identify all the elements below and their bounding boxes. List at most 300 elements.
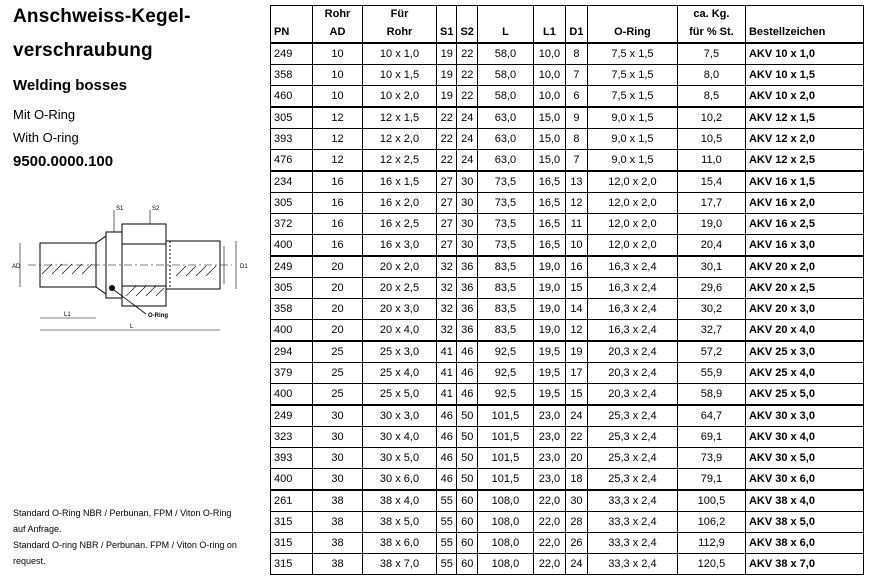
cell-l1: 19,5	[533, 363, 565, 384]
cell-bestellzeichen: AKV 10 x 1,0	[745, 43, 863, 65]
cell-l: 101,5	[477, 448, 533, 469]
header-ad: AD	[313, 22, 363, 43]
cell-kg: 10,2	[677, 107, 745, 129]
table-row	[271, 150, 864, 172]
cell-fuer-rohr: 16 x 2,5	[363, 214, 437, 235]
cell-ad: 25	[313, 363, 363, 384]
cell-kg: 55,9	[677, 363, 745, 384]
cell-l1: 23,0	[533, 448, 565, 469]
cell-d1: 15	[565, 278, 587, 299]
table-row	[271, 256, 864, 278]
cell-pn: 379	[271, 363, 313, 384]
cell-s2: 22	[457, 86, 477, 108]
cell-bestellzeichen: AKV 38 x 7,0	[745, 554, 863, 575]
cell-oring: 25,3 x 2,4	[587, 469, 677, 491]
cell-oring: 20,3 x 2,4	[587, 363, 677, 384]
cell-s2: 24	[457, 129, 477, 150]
drawing-label-s2: S2	[152, 206, 160, 212]
cell-pn: 358	[271, 299, 313, 320]
cell-s1: 32	[437, 278, 457, 299]
article-number: 9500.0000.100	[13, 153, 114, 170]
cell-s2: 30	[457, 235, 477, 257]
cell-bestellzeichen: AKV 30 x 4,0	[745, 427, 863, 448]
cell-l1: 19,0	[533, 320, 565, 342]
cell-d1: 11	[565, 214, 587, 235]
cell-oring: 7,5 x 1,5	[587, 86, 677, 108]
cell-pn: 234	[271, 171, 313, 193]
cell-fuer-rohr: 38 x 6,0	[363, 533, 437, 554]
cell-bestellzeichen: AKV 25 x 3,0	[745, 341, 863, 363]
cell-kg: 30,1	[677, 256, 745, 278]
cell-d1: 26	[565, 533, 587, 554]
cell-pn: 400	[271, 235, 313, 257]
cell-oring: 16,3 x 2,4	[587, 299, 677, 320]
cell-pn: 393	[271, 448, 313, 469]
cell-ad: 16	[313, 193, 363, 214]
cell-kg: 20,4	[677, 235, 745, 257]
cell-pn: 460	[271, 86, 313, 108]
cell-s1: 19	[437, 65, 457, 86]
cell-l: 73,5	[477, 214, 533, 235]
cell-oring: 20,3 x 2,4	[587, 341, 677, 363]
cell-fuer-rohr: 38 x 4,0	[363, 490, 437, 512]
cell-kg: 112,9	[677, 533, 745, 554]
table-row	[271, 490, 864, 512]
cell-ad: 25	[313, 341, 363, 363]
cell-d1: 9	[565, 107, 587, 129]
cell-s2: 46	[457, 341, 477, 363]
cell-s1: 32	[437, 299, 457, 320]
cell-ad: 12	[313, 150, 363, 172]
cell-l1: 22,0	[533, 512, 565, 533]
cell-s2: 36	[457, 320, 477, 342]
cell-oring: 12,0 x 2,0	[587, 171, 677, 193]
description-english: With O-ring	[13, 130, 79, 145]
cell-s2: 36	[457, 256, 477, 278]
note-line: auf Anfrage.	[13, 524, 62, 534]
cell-s1: 27	[437, 171, 457, 193]
cell-ad: 30	[313, 427, 363, 448]
cell-fuer-rohr: 38 x 7,0	[363, 554, 437, 575]
table-row	[271, 214, 864, 235]
table-row	[271, 65, 864, 86]
cell-oring: 16,3 x 2,4	[587, 278, 677, 299]
cell-oring: 12,0 x 2,0	[587, 193, 677, 214]
cell-pn: 249	[271, 405, 313, 427]
cell-l1: 23,0	[533, 405, 565, 427]
cell-ad: 12	[313, 129, 363, 150]
cell-ad: 38	[313, 490, 363, 512]
header-s1: S1	[437, 22, 457, 43]
cell-d1: 17	[565, 363, 587, 384]
cell-l: 101,5	[477, 405, 533, 427]
cell-l1: 19,5	[533, 341, 565, 363]
cell-s2: 50	[457, 448, 477, 469]
cell-kg: 8,0	[677, 65, 745, 86]
cell-s1: 22	[437, 107, 457, 129]
cell-d1: 10	[565, 235, 587, 257]
cell-d1: 14	[565, 299, 587, 320]
cell-kg: 64,7	[677, 405, 745, 427]
cell-ad: 20	[313, 278, 363, 299]
cell-kg: 7,5	[677, 43, 745, 65]
cell-s2: 60	[457, 554, 477, 575]
cell-fuer-rohr: 25 x 5,0	[363, 384, 437, 406]
header-kg: für % St.	[677, 22, 745, 43]
cell-s1: 55	[437, 533, 457, 554]
cell-kg: 58,9	[677, 384, 745, 406]
cell-l: 108,0	[477, 512, 533, 533]
cell-s1: 32	[437, 256, 457, 278]
cell-bestellzeichen: AKV 16 x 1,5	[745, 171, 863, 193]
cell-d1: 6	[565, 86, 587, 108]
cell-s2: 60	[457, 533, 477, 554]
cell-l: 83,5	[477, 320, 533, 342]
cell-l1: 16,5	[533, 235, 565, 257]
cell-s2: 60	[457, 490, 477, 512]
cell-pn: 358	[271, 65, 313, 86]
cell-l: 83,5	[477, 278, 533, 299]
header-top-s2	[457, 6, 477, 23]
cell-s1: 19	[437, 86, 457, 108]
cell-d1: 7	[565, 150, 587, 172]
cell-oring: 25,3 x 2,4	[587, 427, 677, 448]
cell-pn: 372	[271, 214, 313, 235]
cell-bestellzeichen: AKV 12 x 2,0	[745, 129, 863, 150]
cell-s2: 22	[457, 43, 477, 65]
cell-pn: 393	[271, 129, 313, 150]
table-row	[271, 129, 864, 150]
cell-kg: 8,5	[677, 86, 745, 108]
cell-s1: 22	[437, 129, 457, 150]
cell-l: 108,0	[477, 490, 533, 512]
cell-l: 73,5	[477, 235, 533, 257]
cell-s1: 22	[437, 150, 457, 172]
cell-fuer-rohr: 16 x 1,5	[363, 171, 437, 193]
cell-s2: 30	[457, 193, 477, 214]
cell-s2: 50	[457, 405, 477, 427]
cell-kg: 120,5	[677, 554, 745, 575]
cell-s2: 22	[457, 65, 477, 86]
cell-l: 92,5	[477, 384, 533, 406]
title-line-2: verschraubung	[13, 40, 153, 61]
cell-l: 58,0	[477, 86, 533, 108]
cell-l1: 10,0	[533, 65, 565, 86]
cell-s2: 36	[457, 299, 477, 320]
cell-ad: 38	[313, 533, 363, 554]
header-l1: L1	[533, 22, 565, 43]
cell-oring: 33,3 x 2,4	[587, 554, 677, 575]
cell-pn: 305	[271, 107, 313, 129]
cell-s1: 55	[437, 490, 457, 512]
cell-kg: 79,1	[677, 469, 745, 491]
cell-bestellzeichen: AKV 30 x 6,0	[745, 469, 863, 491]
cell-l1: 22,0	[533, 554, 565, 575]
cell-fuer-rohr: 25 x 4,0	[363, 363, 437, 384]
cell-s2: 24	[457, 150, 477, 172]
cell-d1: 24	[565, 405, 587, 427]
cell-pn: 315	[271, 533, 313, 554]
cell-fuer-rohr: 20 x 2,0	[363, 256, 437, 278]
header-top-s1	[437, 6, 457, 23]
cell-kg: 29,6	[677, 278, 745, 299]
cell-pn: 476	[271, 150, 313, 172]
cell-oring: 9,0 x 1,5	[587, 129, 677, 150]
table-row	[271, 405, 864, 427]
cell-ad: 30	[313, 469, 363, 491]
cell-s2: 36	[457, 278, 477, 299]
cell-l: 101,5	[477, 469, 533, 491]
cell-pn: 315	[271, 554, 313, 575]
header-top-oring	[587, 6, 677, 23]
cell-fuer-rohr: 20 x 4,0	[363, 320, 437, 342]
header-top-l1	[533, 6, 565, 23]
cell-d1: 15	[565, 384, 587, 406]
cell-kg: 17,7	[677, 193, 745, 214]
table-row	[271, 320, 864, 342]
cell-l1: 22,0	[533, 490, 565, 512]
cell-bestellzeichen: AKV 16 x 2,0	[745, 193, 863, 214]
cell-d1: 12	[565, 193, 587, 214]
cell-l: 63,0	[477, 129, 533, 150]
cell-l: 83,5	[477, 256, 533, 278]
cell-d1: 18	[565, 469, 587, 491]
drawing-label-ad: AD	[12, 264, 21, 270]
cell-oring: 25,3 x 2,4	[587, 405, 677, 427]
cell-oring: 16,3 x 2,4	[587, 256, 677, 278]
cell-d1: 30	[565, 490, 587, 512]
cell-d1: 7	[565, 65, 587, 86]
header-l: L	[477, 22, 533, 43]
cell-pn: 400	[271, 469, 313, 491]
cell-kg: 15,4	[677, 171, 745, 193]
cell-fuer-rohr: 12 x 2,0	[363, 129, 437, 150]
cell-l1: 23,0	[533, 469, 565, 491]
table-row	[271, 341, 864, 363]
cell-l1: 16,5	[533, 193, 565, 214]
cell-s2: 50	[457, 427, 477, 448]
cell-fuer-rohr: 30 x 6,0	[363, 469, 437, 491]
cell-s2: 30	[457, 214, 477, 235]
cell-s2: 60	[457, 512, 477, 533]
cell-s1: 27	[437, 214, 457, 235]
table-row	[271, 469, 864, 491]
cell-kg: 11,0	[677, 150, 745, 172]
cell-l1: 19,5	[533, 384, 565, 406]
cell-d1: 28	[565, 512, 587, 533]
cell-l: 108,0	[477, 554, 533, 575]
cell-fuer-rohr: 16 x 3,0	[363, 235, 437, 257]
cell-fuer-rohr: 10 x 1,5	[363, 65, 437, 86]
cell-bestellzeichen: AKV 20 x 4,0	[745, 320, 863, 342]
table-row	[271, 384, 864, 406]
cell-fuer-rohr: 30 x 3,0	[363, 405, 437, 427]
cell-bestellzeichen: AKV 12 x 2,5	[745, 150, 863, 172]
note-line: Standard O-Ring NBR / Perbunan, FPM / Viton O-Ring	[13, 508, 232, 518]
table-row	[271, 363, 864, 384]
cell-l1: 22,0	[533, 533, 565, 554]
cell-l1: 10,0	[533, 43, 565, 65]
cell-l: 73,5	[477, 171, 533, 193]
cell-bestellzeichen: AKV 38 x 4,0	[745, 490, 863, 512]
cell-ad: 30	[313, 405, 363, 427]
cell-bestellzeichen: AKV 25 x 4,0	[745, 363, 863, 384]
note-line: Standard O-ring NBR / Perbunan. FPM / Viton O-ring on	[13, 540, 237, 550]
cell-ad: 16	[313, 171, 363, 193]
cell-l: 92,5	[477, 363, 533, 384]
cell-l: 92,5	[477, 341, 533, 363]
cell-l: 73,5	[477, 193, 533, 214]
table-row	[271, 193, 864, 214]
cell-l: 58,0	[477, 43, 533, 65]
table-row	[271, 448, 864, 469]
cell-l: 101,5	[477, 427, 533, 448]
cell-s2: 24	[457, 107, 477, 129]
cell-bestellzeichen: AKV 20 x 2,5	[745, 278, 863, 299]
cell-ad: 38	[313, 554, 363, 575]
header-bestellzeichen: Bestellzeichen	[745, 22, 863, 43]
header-top-pn	[271, 6, 313, 23]
cell-l: 108,0	[477, 533, 533, 554]
table-row	[271, 86, 864, 108]
cell-pn: 400	[271, 384, 313, 406]
description-german: Mit O-Ring	[13, 107, 76, 122]
cell-d1: 19	[565, 341, 587, 363]
cell-fuer-rohr: 20 x 3,0	[363, 299, 437, 320]
header-pn: PN	[271, 22, 313, 43]
cell-fuer-rohr: 30 x 5,0	[363, 448, 437, 469]
cell-l1: 19,0	[533, 256, 565, 278]
cell-s1: 55	[437, 554, 457, 575]
cell-bestellzeichen: AKV 25 x 5,0	[745, 384, 863, 406]
cell-s2: 46	[457, 363, 477, 384]
header-d1: D1	[565, 22, 587, 43]
cell-ad: 20	[313, 320, 363, 342]
cell-fuer-rohr: 12 x 1,5	[363, 107, 437, 129]
cell-ad: 10	[313, 86, 363, 108]
cell-fuer-rohr: 10 x 2,0	[363, 86, 437, 108]
cell-fuer-rohr: 38 x 5,0	[363, 512, 437, 533]
cell-d1: 13	[565, 171, 587, 193]
cell-kg: 19,0	[677, 214, 745, 235]
cell-oring: 33,3 x 2,4	[587, 490, 677, 512]
cell-d1: 8	[565, 129, 587, 150]
cell-kg: 73,9	[677, 448, 745, 469]
cell-s2: 46	[457, 384, 477, 406]
cell-fuer-rohr: 16 x 2,0	[363, 193, 437, 214]
header-fuer-rohr: Rohr	[363, 22, 437, 43]
header-top-d1	[565, 6, 587, 23]
table-row	[271, 43, 864, 65]
header-top-l	[477, 6, 533, 23]
cell-kg: 30,2	[677, 299, 745, 320]
cell-oring: 7,5 x 1,5	[587, 65, 677, 86]
cell-l1: 16,5	[533, 171, 565, 193]
left-panel	[0, 0, 268, 583]
cell-d1: 24	[565, 554, 587, 575]
table-row	[271, 554, 864, 575]
cell-pn: 261	[271, 490, 313, 512]
cell-bestellzeichen: AKV 30 x 3,0	[745, 405, 863, 427]
cell-ad: 30	[313, 448, 363, 469]
cell-l: 83,5	[477, 299, 533, 320]
table-row	[271, 533, 864, 554]
cell-fuer-rohr: 25 x 3,0	[363, 341, 437, 363]
cell-ad: 20	[313, 299, 363, 320]
cell-s1: 27	[437, 193, 457, 214]
cell-bestellzeichen: AKV 20 x 3,0	[745, 299, 863, 320]
header-top-ad: Rohr	[313, 6, 363, 23]
cell-s1: 19	[437, 43, 457, 65]
cell-ad: 12	[313, 107, 363, 129]
cell-oring: 25,3 x 2,4	[587, 448, 677, 469]
cell-kg: 10,5	[677, 129, 745, 150]
cell-l: 58,0	[477, 65, 533, 86]
cell-ad: 16	[313, 214, 363, 235]
cell-l: 63,0	[477, 150, 533, 172]
cell-s1: 27	[437, 235, 457, 257]
cell-bestellzeichen: AKV 38 x 6,0	[745, 533, 863, 554]
cell-oring: 12,0 x 2,0	[587, 235, 677, 257]
cell-s1: 46	[437, 448, 457, 469]
cell-kg: 32,7	[677, 320, 745, 342]
cell-bestellzeichen: AKV 10 x 1,5	[745, 65, 863, 86]
oring-notes	[13, 505, 263, 569]
drawing-label-d1: D1	[240, 264, 248, 270]
cell-l1: 23,0	[533, 427, 565, 448]
table-row	[271, 107, 864, 129]
cell-oring: 12,0 x 2,0	[587, 214, 677, 235]
cell-kg: 106,2	[677, 512, 745, 533]
drawing-label-s1: S1	[116, 206, 124, 212]
cell-d1: 12	[565, 320, 587, 342]
header-oring: O-Ring	[587, 22, 677, 43]
cell-s1: 46	[437, 427, 457, 448]
cell-l1: 10,0	[533, 86, 565, 108]
cell-oring: 16,3 x 2,4	[587, 320, 677, 342]
cell-kg: 100,5	[677, 490, 745, 512]
cell-bestellzeichen: AKV 16 x 3,0	[745, 235, 863, 257]
cell-kg: 57,2	[677, 341, 745, 363]
cell-d1: 22	[565, 427, 587, 448]
cell-oring: 20,3 x 2,4	[587, 384, 677, 406]
cell-ad: 38	[313, 512, 363, 533]
header-top-fuer-rohr: Für	[363, 6, 437, 23]
cell-d1: 8	[565, 43, 587, 65]
cell-bestellzeichen: AKV 38 x 5,0	[745, 512, 863, 533]
cell-pn: 400	[271, 320, 313, 342]
cell-bestellzeichen: AKV 16 x 2,5	[745, 214, 863, 235]
cell-s1: 41	[437, 341, 457, 363]
cell-oring: 33,3 x 2,4	[587, 512, 677, 533]
cell-oring: 9,0 x 1,5	[587, 150, 677, 172]
cell-ad: 10	[313, 43, 363, 65]
table-header-bottom	[271, 22, 864, 43]
table-body	[271, 43, 864, 575]
cell-fuer-rohr: 20 x 2,5	[363, 278, 437, 299]
cell-s1: 32	[437, 320, 457, 342]
cell-d1: 20	[565, 448, 587, 469]
cell-oring: 9,0 x 1,5	[587, 107, 677, 129]
cell-oring: 33,3 x 2,4	[587, 533, 677, 554]
cell-l1: 19,0	[533, 299, 565, 320]
title-line-1: Anschweiss-Kegel-	[13, 6, 191, 27]
cell-bestellzeichen: AKV 10 x 2,0	[745, 86, 863, 108]
cell-fuer-rohr: 10 x 1,0	[363, 43, 437, 65]
table-header-top	[271, 6, 864, 23]
table-row	[271, 427, 864, 448]
cell-l1: 15,0	[533, 107, 565, 129]
